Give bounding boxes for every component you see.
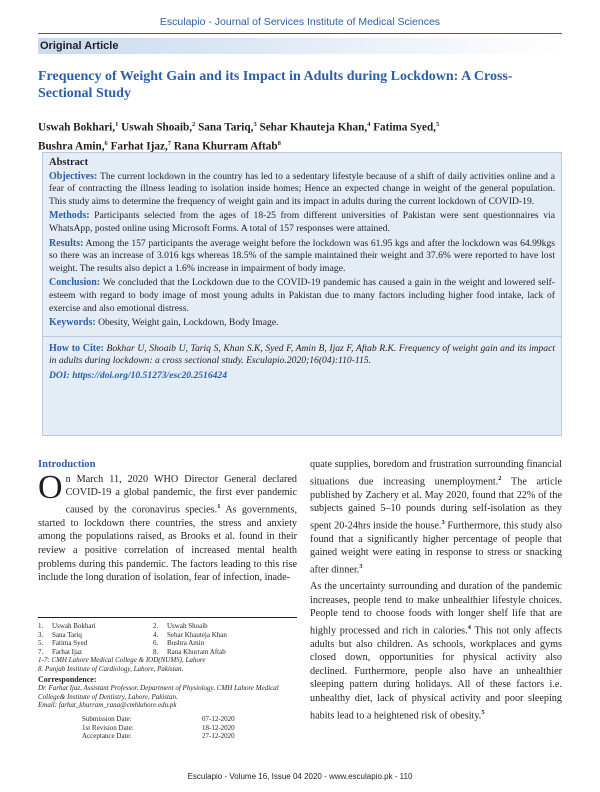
abstract-conclusion — [49, 277, 555, 315]
correspondence-heading: Correspondence: — [38, 674, 97, 684]
article-dates — [82, 715, 297, 741]
cite-text: Bokhar U, Shoaib U, Tariq S, Khan S.K, Syed F, Amin B, Ijaz F, Aftab R.K. Frequency of weight gain and its impact in adults during lockdown: a cross sectional study. Esculapio.2020;16(04):110-115. — [49, 342, 555, 367]
intro-text: quate supplies, boredom and frustration surrounding financial situations due increasing unemployment. — [310, 459, 562, 487]
abstract-methods — [49, 210, 555, 235]
author-footnote-list — [38, 622, 297, 656]
author-sup: 2 — [192, 121, 196, 128]
citation-sup: 1 — [217, 502, 221, 510]
how-to-cite — [49, 343, 555, 368]
affiliation-2: 8. Punjab Institute of Cardiology, Lahore, Pakistan. — [38, 664, 184, 673]
objectives-text: The current lockdown in the country has led to a sedentary lifestyle because of a shift of daily activities online and a fear of contracting the illness leading to isolation inside homes; Hence an expected change in weight of the general population. This study aims to determine the frequency of weight gain and its impact in adults during the current lockdown of COVID-19. — [49, 170, 555, 207]
author-name: Rana Khurram Aftab — [173, 140, 278, 153]
intro-left-column — [38, 458, 297, 585]
author-list — [38, 117, 562, 154]
author-name: Uswah Bokhari, — [38, 121, 116, 134]
author-sup: 5 — [435, 121, 440, 128]
affiliation-1: 1-7: CMH Lahore Medical College & IOD(NUMS), Lahore — [38, 656, 206, 665]
author-name: Bushra Amin, — [38, 140, 105, 153]
author-name: Farhat Ijaz, — [110, 140, 168, 153]
intro-paragraph — [38, 468, 297, 585]
citation-sup: 3 — [359, 562, 363, 570]
drop-cap: O — [38, 468, 63, 506]
author-name: Sana Tariq, — [198, 121, 254, 134]
conclusion-text: We concluded that the Lockdown due to the COVID-19 pandemic has caused a gain in the weight and lowered self-esteem with regard to body image of most young adults in Pakistan due to many factors including higher food intake, lack of exercise and also emotional distress. — [49, 277, 555, 314]
doi-row — [49, 370, 555, 383]
intro-right-column — [310, 458, 562, 726]
cite-label: How to Cite: — [49, 342, 104, 354]
keywords-label: Keywords: — [49, 317, 96, 329]
intro-text: This not only affects adults but also children. As schools, workplaces and gyms closed down, opportunities for physical activity also declined. Furthermore, people also have an unhealthier sleeping pattern during holidays. All of these factors i.e. unhealthy diet, lack of physical activity and poor sleeping habits lead to a heightened risk of obesity. — [310, 625, 562, 722]
intro-text: n March 11, 2020 WHO Director General declared COVID-19 a global pandemic, the first ever pandemic caused by the coronavirus species. — [65, 473, 297, 516]
citation-sup: 2 — [498, 474, 502, 482]
conclusion-label: Conclusion: — [49, 277, 101, 289]
intro-text: Furthermore, this study also found that a significantly higher percentage of people that gained weight were eating in response to stress or snacking after dinner. — [310, 520, 562, 576]
methods-text: Participants selected from the ages of 18-25 from different universities of Pakistan were sent questionnaires via WhatsApp, posted online using Microsoft Forms. A total of 157 responses were attained. — [49, 210, 555, 234]
intro-text: As governments, started to lockdown there countries, the stress and anxiety among the populations raised, as Brooks et al. found in their review a positive correlation of increased mental health problems during this pandemic. The factors leading to this rise include the long duration of isolation, fear of infection, inade- — [38, 504, 297, 584]
header-rule — [38, 33, 562, 34]
abstract-objectives — [49, 171, 555, 209]
keywords-text: Obesity, Weight gain, Lockdown, Body Image. — [95, 317, 279, 329]
abstract-heading: Abstract — [49, 157, 89, 168]
journal-header: Esculapio - Journal of Services Institute of Medical Sciences — [159, 16, 441, 28]
article-title: Frequency of Weight Gain and its Impact in Adults during Lockdown: A Cross-Sectional Study — [38, 69, 513, 101]
footnote-author: 3. Sana Tariq — [38, 630, 82, 639]
author-sup: 6 — [104, 139, 108, 147]
methods-label: Methods: — [49, 210, 90, 222]
footnote-author: 6. Bushra Amin — [153, 639, 205, 648]
doi-link[interactable]: https://doi.org/10.51273/esc20.2516424 — [69, 369, 228, 381]
abstract-divider — [43, 336, 561, 337]
page-footer: Esculapio - Volume 16, Issue 04 2020 - www.esculapio.pk - 110 — [187, 772, 413, 781]
date-label: Submission Date: — [82, 714, 132, 723]
author-sup: 7 — [167, 139, 171, 147]
intro-paragraph — [310, 458, 562, 577]
date-value: 07-12-2020 — [202, 714, 235, 723]
date-label: Acceptance Date: — [82, 732, 132, 741]
intro-text: The article published by Zachery et al. May 2020, found that 22% of the subjects gained 5–10 pounds during self-isolation as they spent 20-24hrs inside the house. — [310, 475, 562, 532]
abstract-results — [49, 238, 555, 276]
results-text: Among the 157 participants the average weight before the lockdown was 61.95 kgs and after the lockdown was 64.99kgs so there was an increase of 3.016 kgs whereas 18.5% of the sample maintained their weight and 37.6% were reported to have lost weight. The results also depict a 1.6% increase in impairment of body image. — [49, 237, 555, 274]
doi-label: DOI: — [49, 369, 70, 381]
author-sup: 8 — [277, 139, 281, 147]
footnotes — [38, 617, 297, 741]
date-value: 27-12-2020 — [202, 732, 235, 741]
footnote-author: 5. Fatima Syed — [38, 639, 88, 648]
author-name: Sehar Khauteja Khan, — [259, 121, 368, 134]
intro-text: As the uncertainty surrounding and duration of the pandemic increases, people tend to make unhealthier lifestyle choices. People tend to choose foods with longer shelf life that are highly processed and rich in calories. — [310, 580, 562, 637]
citation-sup: 5 — [481, 708, 485, 716]
abstract-box — [42, 152, 562, 436]
date-label: 1st Revision Date: — [82, 723, 134, 732]
author-name: Fatima Syed, — [373, 121, 436, 134]
citation-sup: 4 — [467, 623, 471, 631]
objectives-label: Objectives: — [49, 170, 98, 182]
author-sup: 3 — [253, 121, 257, 128]
footnote-author: 4. Sehar Khauteja Khan — [153, 630, 227, 639]
footnote-author: 8. Rana Khurram Aftab — [153, 647, 226, 656]
intro-paragraph — [310, 580, 562, 723]
citation-sup: 3 — [441, 518, 445, 526]
article-type-banner: Original Article — [38, 38, 562, 54]
footnote-author: 1. Uswah Bokhari — [38, 622, 96, 630]
footnote-author: 2. Uswah Shoaib — [153, 622, 208, 630]
intro-heading: Introduction — [38, 459, 96, 470]
abstract-keywords — [49, 317, 555, 330]
author-sup: 4 — [367, 121, 371, 128]
results-label: Results: — [49, 237, 84, 249]
author-name: Uswah Shoaib, — [121, 121, 193, 134]
correspondence-text: Dr. Farhat Ijaz, Assistant Professor, Department of Physiology, CMH Lahore Medical College& Institute of Dentistry, Lahore, Pakistan. — [38, 684, 279, 701]
correspondence-email[interactable]: Email: farhat_khurram_rana@cmhlahore.edu.pk — [38, 701, 177, 710]
date-value: 18-12-2020 — [202, 723, 235, 732]
author-sup: 1 — [115, 121, 119, 128]
footnote-author: 7. Farhat Ijaz — [38, 647, 83, 656]
